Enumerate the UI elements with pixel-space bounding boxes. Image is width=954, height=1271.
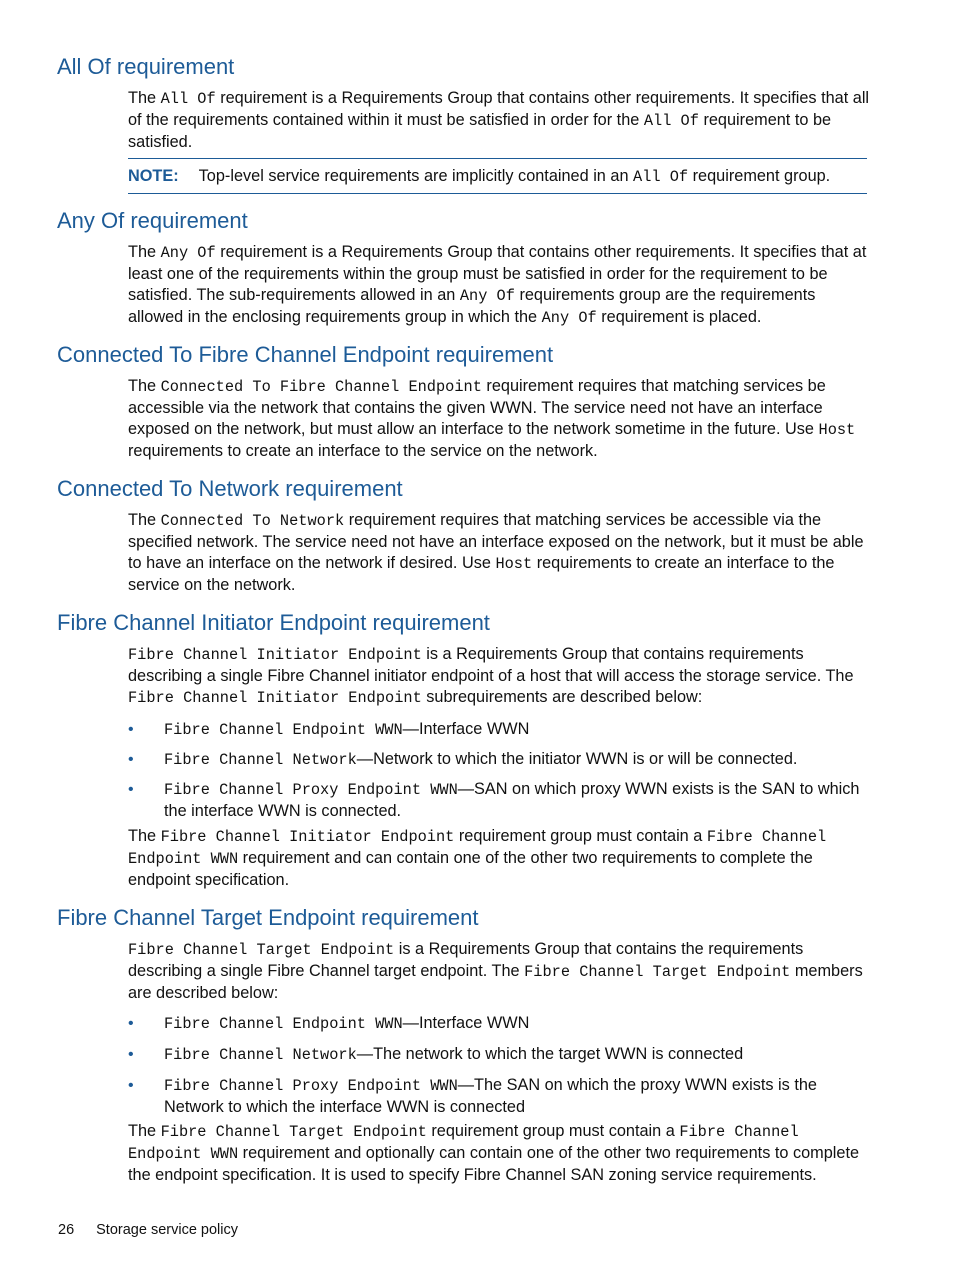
para-target-summary: The Fibre Channel Target Endpoint requirement group must contain a Fibre Channel Endpoint WWN requirement and optionally can contain one of the other two requirements to complete the endpoint specification. It is used to specify Fibre Channel SAN zoning service requirements.: [128, 1122, 860, 1184]
initiator-list: [128, 719, 870, 822]
page-footer: [58, 1222, 238, 1238]
heading-all-of: All Of requirement: [57, 54, 235, 79]
note-box: NOTE: Top-level service requirements are implicitly contained in an All Of requirement group.: [128, 158, 867, 194]
para-all-of: The All Of requirement is a Requirements Group that contains other requirements. It specifies that all of the requirements contained within it must be satisfied in order for the All Of requirement to be satisfied.: [128, 89, 870, 151]
list-item: • Fibre Channel Proxy Endpoint WWN—SAN on which proxy WWN exists is the SAN to which the interface WWN is connected.: [128, 780, 860, 820]
bullet-icon: •: [128, 1046, 134, 1063]
list-item: • Fibre Channel Network—The network to which the target WWN is connected: [128, 1045, 744, 1064]
heading-network: Connected To Network requirement: [57, 476, 403, 501]
list-item: • Fibre Channel Endpoint WWN—Interface WWN: [128, 720, 530, 739]
list-item: • Fibre Channel Endpoint WWN—Interface WWN: [128, 1014, 530, 1033]
heading-initiator: Fibre Channel Initiator Endpoint requirement: [57, 610, 490, 635]
para-any-of: The Any Of requirement is a Requirements Group that contains other requirements. It specifies that at least one of the requirements within the group must be satisfied in order for the requirement to be satisfied. The sub-requirements allowed in an Any Of requirements group are the requirements allowed in the enclosing requirements group in which the Any Of requirement is placed.: [128, 243, 867, 327]
para-network: The Connected To Network requirement requires that matching services be accessible via the specified network. The service need not have an interface exposed on the network, but it must be able to have an interface on the network if desired. Use Host requirements to create an interface to the service on the network.: [128, 511, 864, 594]
page-number: 26: [58, 1222, 75, 1238]
heading-target: Fibre Channel Target Endpoint requirement: [57, 905, 479, 930]
para-fc-endpoint: The Connected To Fibre Channel Endpoint requirement requires that matching services be accessible via the network that contains the given WWN. The service need not have an interface exposed on the network, but must allow an interface to the network sometime in the future. Use Host requirements to create an interface to the service on the network.: [128, 377, 856, 460]
footer-title: Storage service policy: [96, 1222, 238, 1238]
list-item: • Fibre Channel Network—Network to which the initiator WWN is or will be connected.: [128, 750, 798, 769]
bullet-icon: •: [128, 1015, 134, 1032]
target-list: [128, 1013, 870, 1118]
para-target-intro: Fibre Channel Target Endpoint is a Requirements Group that contains the requirements describing a single Fibre Channel target endpoint. The Fibre Channel Target Endpoint members are described below:: [128, 940, 863, 1002]
bullet-icon: •: [128, 781, 134, 798]
heading-any-of: Any Of requirement: [57, 208, 248, 233]
para-initiator-summary: The Fibre Channel Initiator Endpoint requirement group must contain a Fibre Channel Endpoint WWN requirement and can contain one of the other two requirements to complete the endpoint specification.: [128, 827, 827, 889]
note-label: NOTE:: [128, 167, 179, 185]
bullet-icon: •: [128, 721, 134, 738]
heading-fc-endpoint: Connected To Fibre Channel Endpoint requirement: [57, 342, 554, 367]
bullet-icon: •: [128, 751, 134, 768]
bullet-icon: •: [128, 1077, 134, 1094]
list-item: • Fibre Channel Proxy Endpoint WWN—The SAN on which the proxy WWN exists is the Network to which the interface WWN is connected: [128, 1076, 817, 1116]
para-initiator-intro: Fibre Channel Initiator Endpoint is a Requirements Group that contains requirements describing a single Fibre Channel initiator endpoint of a host that will access the storage service. The Fibre Channel Initiator Endpoint subrequirements are described below:: [128, 645, 854, 707]
